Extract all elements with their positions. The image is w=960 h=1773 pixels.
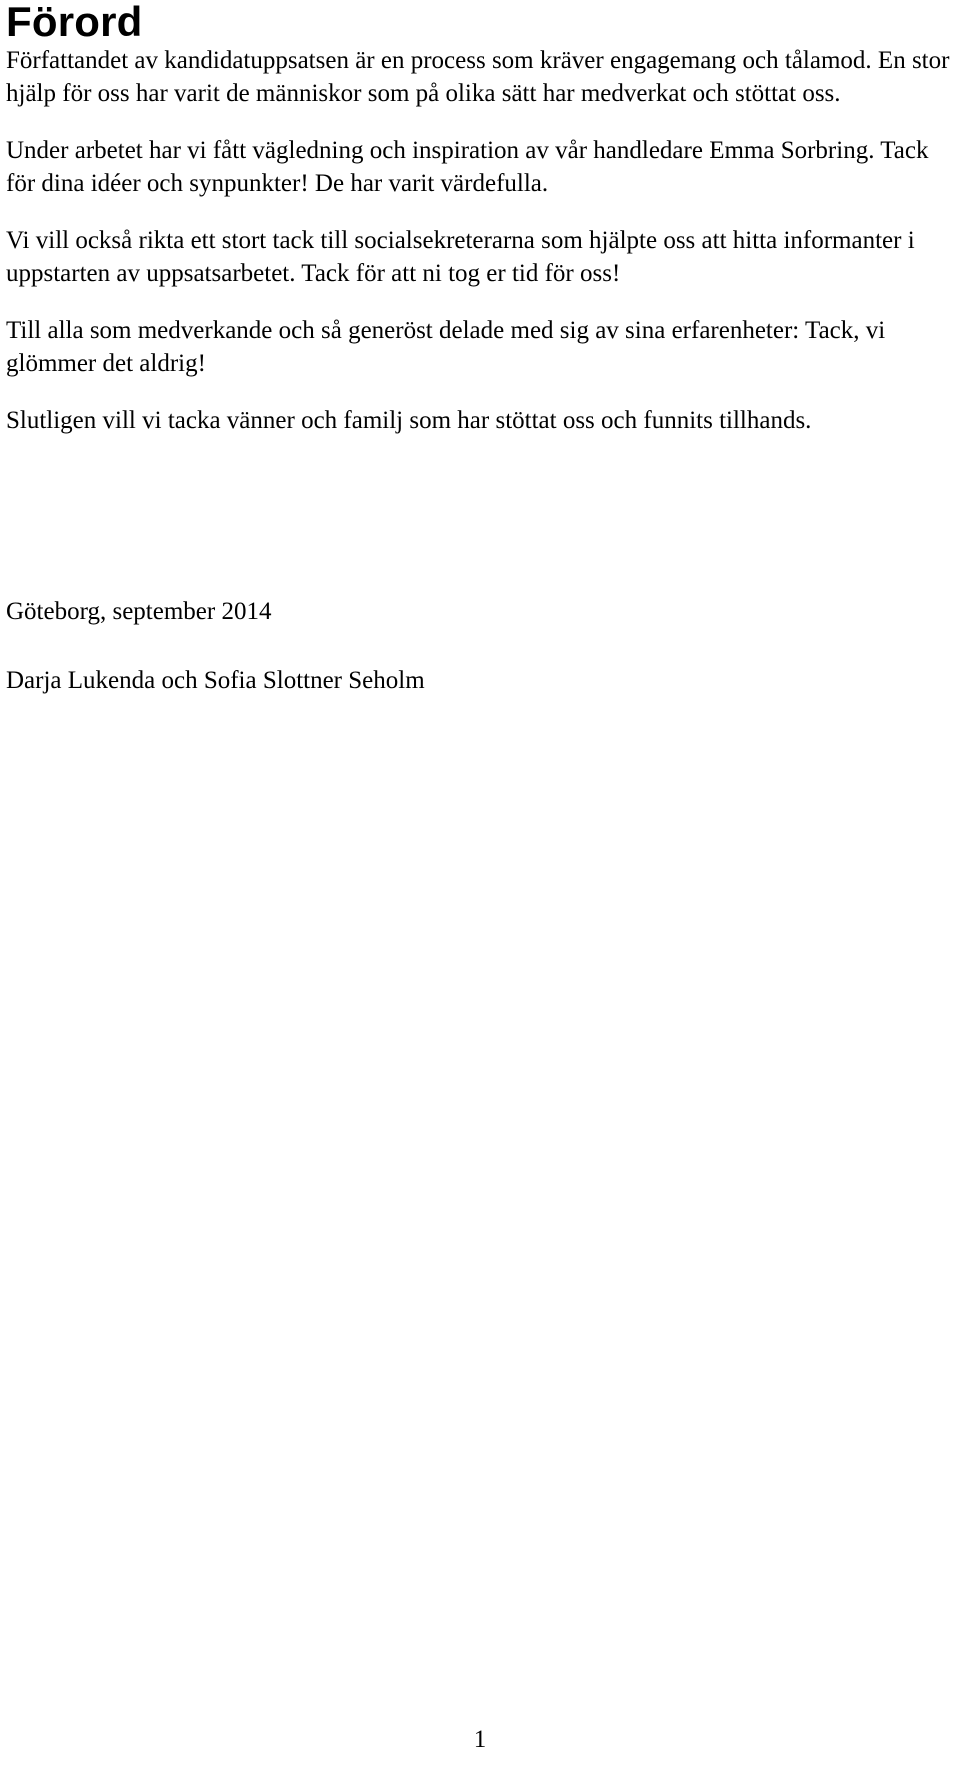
- page-number: 1: [473, 1726, 487, 1753]
- paragraph-3: Vi vill också rikta ett stort tack till socialsekreterarna som hjälpte oss att hitta informanter i uppstarten av uppsatsarbetet. Tack för att ni tog er tid för oss!: [6, 227, 915, 287]
- paragraph-1: Författandet av kandidatuppsatsen är en process som kräver engagemang och tålamod. En stor hjälp för oss har varit de människor som på olika sätt har medverkat och stöttat oss.: [6, 47, 950, 107]
- paragraph-4: Till alla som medverkande och så generöst delade med sig av sina erfarenheter: Tack, vi glömmer det aldrig!: [6, 317, 886, 377]
- place-date: Göteborg, september 2014: [6, 598, 272, 625]
- document-page: [6, 0, 956, 461]
- paragraph-2: Under arbetet har vi fått vägledning och inspiration av vår handledare Emma Sorbring. Tack för dina idéer och synpunkter! De har varit värdefulla.: [6, 137, 929, 197]
- authors: Darja Lukenda och Sofia Slottner Seholm: [6, 667, 425, 694]
- page-title: Förord: [6, 0, 143, 45]
- paragraph-5: Slutligen vill vi tacka vänner och familj som har stöttat oss och funnits tillhands.: [6, 407, 812, 434]
